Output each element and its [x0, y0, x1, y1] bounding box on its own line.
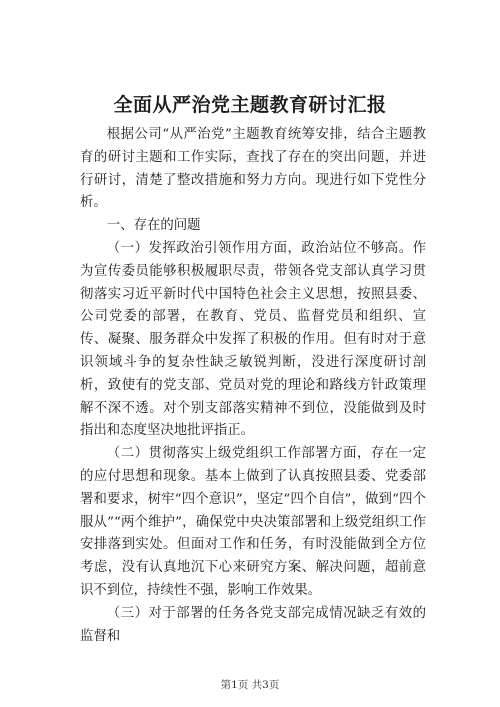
intro-paragraph: 根据公司“从严治党”主题教育统筹安排，结合主题教育的研讨主题和工作实际，查找了存在的突出问题，并进行研讨，清楚了整改措施和努力方向。现进行如下党性分析。	[80, 127, 426, 211]
body-paragraph: （一）发挥政治引领作用方面，政治站位不够高。作为宣传委员能够积极履职尽责，带领各党支部认真学习贯彻落实习近平新时代中国特色社会主义思想，按照县委、公司党委的部署，在教育、党员、监督党员和组织、宣传、凝聚、服务群众中发挥了积极的作用。但有时对于意识领域斗争的复杂性缺乏敏锐判断，没进行深度研讨剖析，致使有的党支部、党员对党的理论和路线方针政策理解不深不透。对个别支部落实精神不到位，没能做到及时指出和态度坚决地批评指正。	[80, 240, 426, 439]
page-footer: 第1页 共3页	[220, 679, 280, 691]
body-paragraph: （三）对于部署的任务各党支部完成情况缺乏有效的监督和	[80, 605, 426, 644]
document-title: 全面从严治党主题教育研讨汇报	[113, 94, 387, 116]
document-body	[80, 124, 426, 648]
body-paragraph: （二）贯彻落实上级党组织工作部署方面，存在一定的应付思想和现象。基本上做到了认真按照县委、党委部署和要求，树牢“四个意识”，坚定“四个自信”，做到“四个服从”“两个维护”，确保党中央决策部署和上级党组织工作安排落到实处。但面对工作和任务，有时没能做到全方位考虑，没有认真地沉下心来研究方案、解决问题，超前意识不到位，持续性不强，影响工作效果。	[80, 446, 426, 598]
section-heading: 一、存在的问题	[106, 218, 201, 234]
